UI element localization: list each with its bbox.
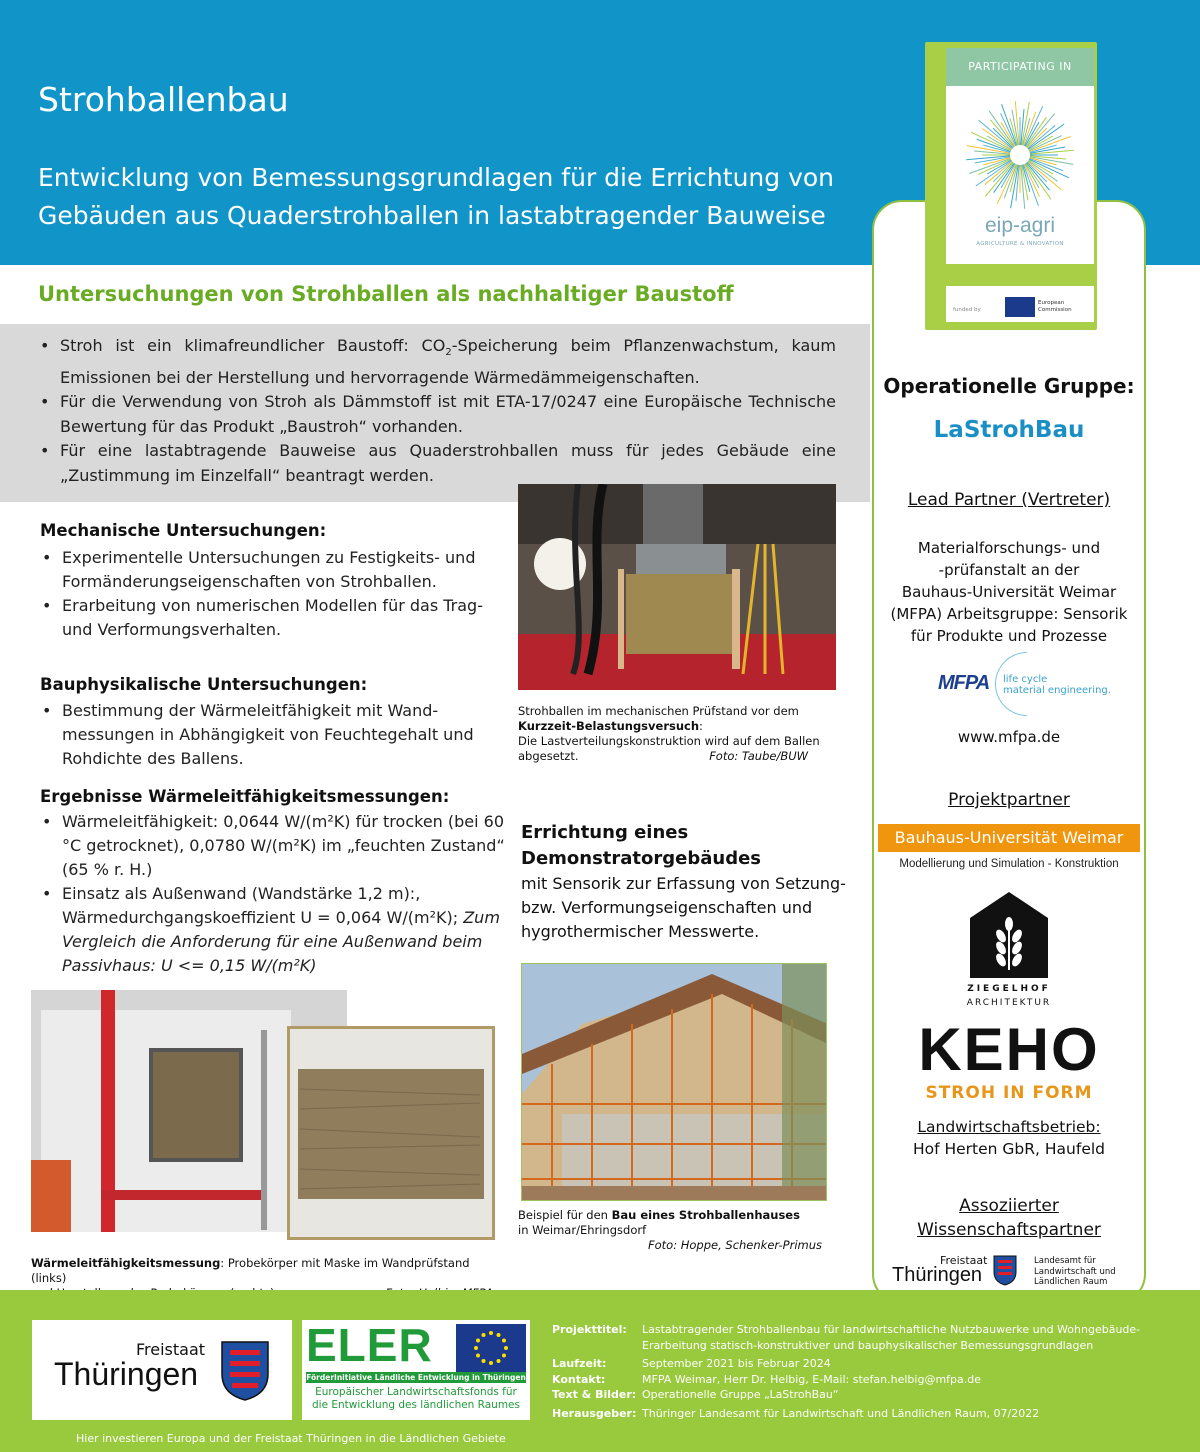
photo-test-rig bbox=[518, 484, 836, 690]
bauph-heading: Bauphysikalische Untersuchungen: bbox=[40, 675, 368, 694]
results-list bbox=[40, 810, 510, 978]
photo-strawbale-house bbox=[521, 963, 827, 1201]
eip-ec-label: European Commission bbox=[1038, 300, 1072, 313]
og-label: Operationelle Gruppe: bbox=[883, 374, 1135, 398]
projektpartner-label: Projektpartner bbox=[948, 790, 1070, 810]
eu-stars-icon bbox=[456, 1324, 526, 1372]
photo-specimen-caption: Wärmeleitfähigkeitsmessung: Probekörper mit Maske im Wandprüfstand (links) bbox=[31, 1256, 470, 1285]
demo-text: mit Sensorik zur Erfassung von Setzung- bzw. Verformungseigenschaften und hygrothermischer Messwerte. bbox=[521, 874, 846, 941]
strawbale-house-image bbox=[522, 964, 827, 1201]
ziegelhof-name: ZIEGELHOF bbox=[967, 984, 1051, 994]
buw-description: Modellierung und Simulation - Konstruktion bbox=[899, 858, 1119, 870]
mech-list bbox=[40, 546, 510, 642]
mech-bullet-2: • Erarbeitung von numerischen Modellen für das Trag- und Verformungsverhalten. bbox=[40, 594, 510, 642]
keho-logo: KEHO bbox=[918, 1016, 1100, 1083]
tlllr-name: Landesamt für Landwirtschaft und Ländlichen Raum bbox=[1034, 1256, 1116, 1287]
mfpa-url[interactable]: www.mfpa.de bbox=[957, 728, 1061, 746]
og-name: LaStrohBau bbox=[933, 417, 1085, 443]
farm-name: Hof Herten GbR, Haufeld bbox=[912, 1140, 1106, 1158]
mfpa-logo: MFPA bbox=[938, 672, 990, 694]
eip-agri-tagline: AGRICULTURE & INNOVATION bbox=[976, 241, 1064, 247]
buw-name-badge: Bauhaus-Universität Weimar bbox=[878, 824, 1140, 852]
mfpa-tagline: life cycle material engineering. bbox=[1003, 674, 1111, 696]
results-bullet-2: • Einsatz als Außenwand (Wandstärke 1,2 m):, Wärmedurchgangskoeffizient U = 0,064 W/(m²K); Zum Vergleich die Anforderung für eine Außenwand beim Passivhaus: U <= 0,15 W/(m²K) bbox=[40, 882, 510, 978]
eip-sunburst-icon bbox=[965, 100, 1075, 210]
results-heading: Ergebnisse Wärmeleitfähigkeitsmessungen: bbox=[40, 787, 450, 806]
eler-description: Europäischer Landwirtschaftsfonds für die Entwicklung des ländlichen Raumes bbox=[311, 1386, 520, 1411]
keho-tagline: STROH IN FORM bbox=[925, 1083, 1093, 1103]
eip-agri-logo-text: eip-agri bbox=[984, 214, 1056, 237]
demo-heading: Errichtung eines Demonstratorgebäudes bbox=[521, 822, 762, 869]
eler-logo-text: ELER bbox=[306, 1319, 433, 1371]
intro-bullet-2: • Für die Verwendung von Stroh als Dämmstoff ist mit ETA-17/0247 eine Europäische Technische Bewertung für das Produkt „Baustroh“ vorhanden. bbox=[38, 390, 836, 439]
tlllr-freistaat: Freistaat bbox=[940, 1254, 988, 1267]
intro-list bbox=[38, 334, 836, 488]
intro-bullet-1: • Stroh ist ein klimafreundlicher Baustoff: $CO_2$-Speicherung beim Pflanzenwachstum, kaum Emissionen bei der Herstellung und hervorragende Wärmedämmeigenschaften. bbox=[38, 334, 836, 390]
footer-tagline: Hier investieren Europa und der Freistaat Thüringen in die Ländlichen Gebiete bbox=[76, 1432, 506, 1445]
footer-project-info: Projekttitel: Lastabtragender Strohballenbau für landwirtschaftliche Nutzbauwerke und Wohngebäude- Erarbeitung statisch-konstruktiver und bauphysikalischer Bemessungsgrundlagen Laufzeit: September 2021 bis Februar 2024 Kontakt: MFPA Weimar, Herr Dr. Helbig, E-Mail: stefan.helbig@mfpa.de Text & Bilder: Operationelle Gruppe „LaStrohBau“ Herausgeber: Thüringer Landesamt für Landwirtschaft und Ländlichen Raum, 07/2022 bbox=[552, 1323, 1141, 1420]
photo-house-caption: Beispiel für den Bau eines Strohballenhauses in Weimar/Ehringsdorf Foto: Hoppe, Schenker-Primus bbox=[518, 1208, 822, 1252]
eu-flag-icon bbox=[1005, 297, 1035, 317]
footer-thueringen: Thüringen bbox=[54, 1356, 199, 1392]
photo-test-rig-caption: Strohballen im mechanischen Prüfstand vor dem Kurzzeit-Belastungsversuch: Die Lastverteilungskonstruktion wird auf dem Ballen abgesetzt. Foto: Taube/BUW bbox=[518, 704, 820, 763]
lead-partner-label: Lead Partner (Vertreter) bbox=[907, 490, 1111, 510]
eu-flag-footer-icon bbox=[456, 1324, 526, 1372]
results-bullet-1: • Wärmeleitfähigkeit: 0,0644 W/(m²K) für trocken (bei 60 °C getrocknet), 0,0780 W/(m²K) im „feuchten Zustand“ (65 % r. H.) bbox=[40, 810, 510, 882]
bauph-bullet-1: • Bestimmung der Wärmeleitfähigkeit mit Wand-messungen in Abhängigkeit von Feuchtegehalt und Rohdichte des Ballens. bbox=[40, 699, 510, 771]
bauph-list bbox=[40, 699, 510, 771]
ziegelhof-sub: ARCHITEKTUR bbox=[966, 998, 1052, 1008]
section-title: Untersuchungen von Strohballen als nachhaltiger Baustoff bbox=[38, 282, 734, 306]
eler-bar: FörderInitiative Ländliche Entwicklung in Thüringen bbox=[306, 1373, 526, 1382]
photo-specimen bbox=[287, 1026, 495, 1240]
test-rig-image bbox=[518, 484, 836, 690]
assoc-partner-label: Assoziierter Wissenschaftspartner bbox=[917, 1196, 1101, 1240]
footer-freistaat: Freistaat bbox=[136, 1340, 206, 1359]
partner-sidebar bbox=[872, 200, 1146, 1304]
tlllr-thueringen: Thüringen bbox=[892, 1264, 983, 1286]
farm-label: Landwirtschaftsbetrieb: bbox=[917, 1118, 1101, 1136]
page-title: Strohballenbau bbox=[38, 80, 289, 119]
mech-bullet-1: • Experimentelle Untersuchungen zu Festigkeits- und Formänderungseigenschaften von Strohballen. bbox=[40, 546, 510, 594]
footer-coat-of-arms-icon bbox=[220, 1340, 270, 1402]
eip-funded-label: funded by bbox=[953, 307, 981, 313]
page-subtitle-line1: Entwicklung von Bemessungsgrundlagen für die Errichtung von bbox=[38, 163, 835, 192]
specimen-image bbox=[290, 1029, 492, 1237]
mech-heading: Mechanische Untersuchungen: bbox=[40, 521, 327, 540]
lead-partner-description: Materialforschungs- und -prüfanstalt an der Bauhaus-Universität Weimar (MFPA) Arbeitsgruppe: Sensorik für Produkte und Prozesse bbox=[890, 539, 1128, 645]
page-subtitle-line2: Gebäuden aus Quaderstrohballen in lastabtragender Bauweise bbox=[38, 201, 826, 230]
ziegelhof-house-icon bbox=[968, 890, 1050, 980]
intro-bullet-3: • Für eine lastabtragende Bauweise aus Quaderstrohballen muss für jedes Gebäude eine „Zustimmung im Einzelfall“ beantragt werden. bbox=[38, 439, 836, 488]
thueringen-coat-of-arms-icon bbox=[992, 1254, 1018, 1286]
eip-participating-label: PARTICIPATING IN bbox=[968, 60, 1072, 73]
